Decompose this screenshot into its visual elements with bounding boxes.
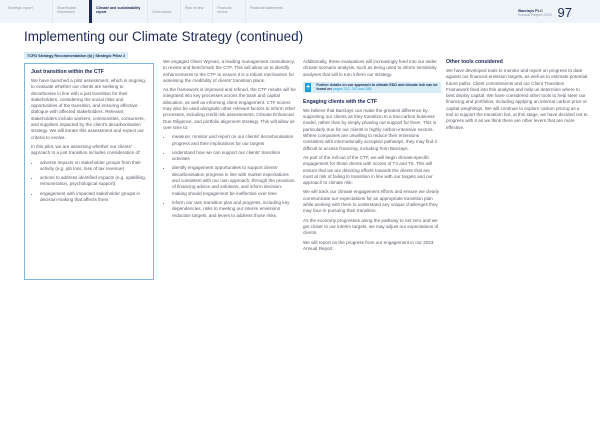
callout-text bbox=[316, 83, 441, 92]
plus-icon: + bbox=[306, 83, 311, 91]
list-item: • inform our own transition plan and progress, including key dependencies, risks to meeting our interim emissions reduction targets, and levers to address those risks. bbox=[172, 200, 297, 219]
page-number: 97 bbox=[557, 5, 572, 20]
nav-risk-review[interactable]: Risk review bbox=[180, 0, 210, 23]
engaging-p4: We will track our climate engagement efforts and ensure we clearly communicate our expectations for an appropriate transition plan while working with them to understand any unique challenges they may face in pursuing their transition. bbox=[303, 189, 440, 214]
oliver-wyman-paragraph: We engaged Oliver Wyman, a leading management consultancy, to review and benchmark the CTF. This will allow us to identify enhancements to the CTF to ensure it is a robust mechanism for assessing the credibility of clients' transition plans. bbox=[163, 59, 295, 83]
brand-subtitle: Annual Report 2022 bbox=[518, 13, 552, 18]
ctf-benefits-list bbox=[163, 134, 297, 219]
further-details-callout bbox=[303, 82, 441, 93]
nav-governance[interactable]: Governance bbox=[147, 0, 185, 23]
column-2 bbox=[163, 59, 297, 222]
just-transition-list bbox=[31, 160, 147, 204]
just-transition-heading: Just transition within the CTF bbox=[31, 69, 104, 75]
brand-label bbox=[518, 9, 552, 18]
other-tools-heading: Other tools considered bbox=[446, 59, 503, 65]
list-item: • identify engagement opportunities to support clients' decarbonisation progress in line with market expectations and consistent with our own approach, through the provision of financing advice and solutions, and inform decision-making should engagement be ineffective over time bbox=[172, 165, 297, 196]
list-item: • understand how we can support our clients' transition activities bbox=[172, 150, 297, 163]
framework-paragraph: As the framework is improved and refined, the CTF results will be integrated into key processes across the bank and capital allocation, as well as informing client engagement. CTF scores may also be used alongside other relevant factors to inform other processes, including credit risk assessments, Climate Enhanced Due Diligence, and portfolio alignment strategy. This will allow us over time to: bbox=[163, 87, 296, 130]
brand-name: Barclays PLC bbox=[518, 9, 543, 13]
list-item: • measure, monitor and report on our clients' decarbonisation progress and their implications for our targets bbox=[172, 134, 297, 147]
engaging-p2: We believe that Barclays can make the greatest difference by supporting our clients as they transition to a low-carbon business model, rather than by simply phasing out support for them. This is particularly true for our clients in highly carbon-intensive sectors. Where companies are unwilling to reduce their emissions consistent with internationally accepted pathways, they may find it difficult to access financing, including from Barclays. bbox=[303, 107, 437, 151]
list-item: • actions to address identified impacts (e.g. upskilling, remuneration, psychological support) bbox=[40, 175, 147, 188]
page-title: Implementing our Climate Strategy (continued) bbox=[24, 29, 304, 44]
just-transition-box bbox=[24, 63, 154, 280]
just-transition-p2: In this pilot, we are assessing whether our clients' approach to a just transition includes consideration of: bbox=[31, 143, 141, 156]
engaging-p6: We will report on the progress from our engagement in our 2023 Annual Report. bbox=[303, 239, 434, 251]
other-tools-paragraph: We have developed tools to monitor and report on progress to date against our financed emission targets, as well as to estimate potential future paths. Client commitments and our Client Transition Framework feed into this analysis and help us determine where to best deploy capital. We have considered other tools to help steer our financing and portfolios, including applying an internal carbon price or capital weightings. We will continue to explore carbon pricing as a tool to support the transition but, at this stage, we have decided not to progress with it as we think there are other levers that are more effective. bbox=[446, 68, 588, 130]
engaging-p5: As the economy progresses along the pathway to net zero and we get closer to our interim targets, we may adjust our expectations of clients. bbox=[303, 217, 439, 236]
callout-label: Further details on our approach to climate EDD and climate risk can be found on bbox=[316, 82, 438, 92]
list-item: • adverse impacts on stakeholder groups from their activity (e.g. job loss, loss of tax revenue) bbox=[40, 160, 147, 173]
nav-shareholder-information[interactable]: Shareholder information bbox=[52, 0, 86, 23]
column-3 bbox=[303, 59, 441, 255]
callout-page-link[interactable]: pages 212, 213 and 285 bbox=[332, 87, 372, 92]
engaging-clients-heading: Engaging clients with the CTF bbox=[303, 98, 378, 105]
evaluations-paragraph: Additionally, these evaluations will increasingly feed into our wider climate scenario analysis, such as being used to inform sensitivity analyses that will in turn inform our strategy. bbox=[303, 59, 437, 77]
column-4 bbox=[446, 59, 588, 134]
nav-strategic-report[interactable]: Strategic report bbox=[8, 6, 33, 10]
nav-financial-review[interactable]: Financial review bbox=[212, 0, 242, 23]
just-transition-p1: We have launched a pilot assessment, which is ongoing, to evaluate whether our clients are seeking to decarbonise in line with a just transition for their stakeholders, considering the social risks and opportunities of the transition, and ensuring effective dialogue with affected stakeholders. Relevant stakeholders include workers, communities, consumers, and suppliers impacted by the client's decarbonisation strategy. We will iterate this assessment and expect our criteria to evolve. bbox=[31, 78, 147, 140]
list-item: • engagement with impacted stakeholder groups in decision-making that affects them. bbox=[40, 191, 147, 204]
tcfd-tag: TCFD Strategy Recommendation (b) | Strategic Pillar 2 bbox=[24, 52, 128, 59]
nav-climate-sustainability-report[interactable]: Climate and sustainability report bbox=[89, 0, 144, 23]
nav-financial-statements[interactable]: Financial statements bbox=[245, 0, 283, 23]
engaging-p3: As part of the roll-out of the CTF, we will begin climate-specific engagement for those clients with scores of T4 and T5. This will ensure that we are directing efforts towards the clients that are most at risk of failing to transition in line with our targets and our approach to climate risk. bbox=[303, 154, 433, 186]
top-navigation bbox=[0, 0, 600, 23]
